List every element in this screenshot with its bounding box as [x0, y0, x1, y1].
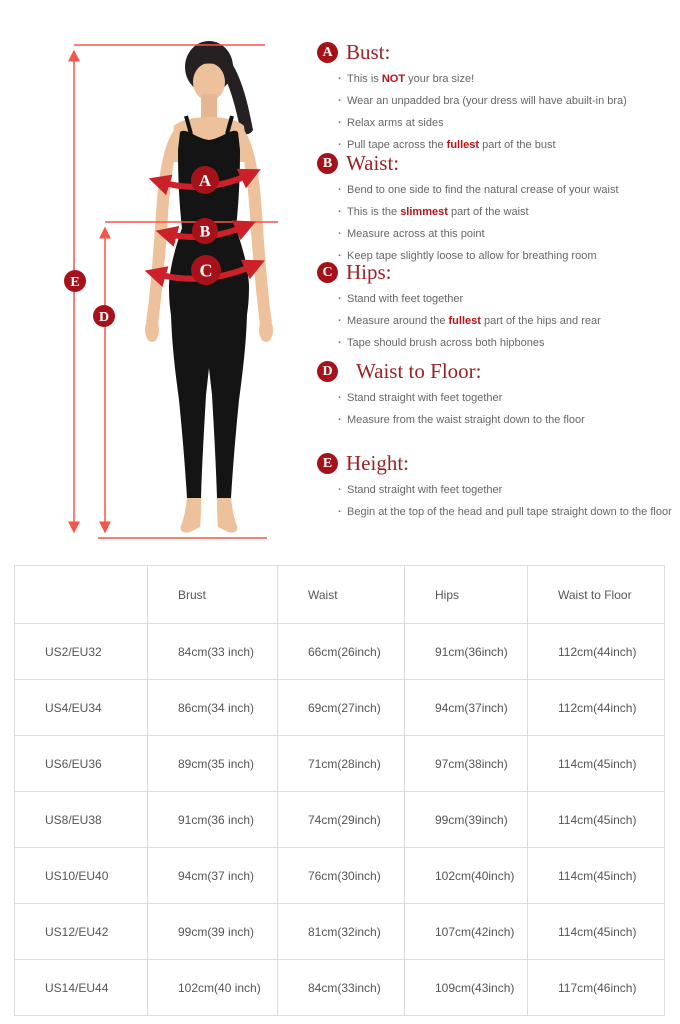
measurement-cell: 114cm(45inch)	[528, 792, 665, 848]
measurement-instructions	[317, 0, 679, 560]
marker-badge-B: B	[317, 153, 338, 174]
measurement-cell: 114cm(45inch)	[528, 904, 665, 960]
section-D	[317, 359, 679, 431]
marker-B	[192, 218, 218, 244]
size-table-body	[15, 624, 665, 1016]
column-header: Brust	[148, 566, 278, 624]
bullet-item: · Tape should brush across both hipbones	[338, 332, 679, 354]
measurement-cell: 91cm(36inch)	[405, 624, 528, 680]
size-table-head	[15, 566, 665, 624]
bullet-item: · Relax arms at sides	[338, 112, 679, 134]
measurement-cell: 99cm(39inch)	[405, 792, 528, 848]
measurement-cell: 102cm(40 inch)	[148, 960, 278, 1016]
measurement-cell: 94cm(37inch)	[405, 680, 528, 736]
marker-badge-E: E	[317, 453, 338, 474]
section-heading	[317, 451, 679, 475]
section-bullets	[338, 288, 679, 354]
bullet-item: · This is the slimmest part of the waist	[338, 201, 679, 223]
size-cell: US6/EU36	[15, 736, 148, 792]
model-right-foot	[217, 498, 237, 533]
measurement-cell: 102cm(40inch)	[405, 848, 528, 904]
section-title: Bust:	[346, 39, 391, 64]
marker-C-label: C	[199, 260, 213, 281]
section-bullets	[338, 68, 679, 156]
model-photo	[145, 41, 273, 533]
table-row	[15, 624, 665, 680]
measurement-diagram	[0, 0, 320, 560]
marker-A-label: A	[198, 170, 212, 190]
size-chart-table	[14, 565, 665, 1016]
header-row	[15, 566, 665, 624]
bullet-item: · Keep tape slightly loose to allow for breathing room	[338, 245, 679, 267]
table-row	[15, 848, 665, 904]
bullet-item: · Wear an unpadded bra (your dress will have abuilt-in bra)	[338, 90, 679, 112]
bullet-item: · Measure around the fullest part of the hips and rear	[338, 310, 679, 332]
marker-E	[64, 270, 86, 292]
table-row	[15, 736, 665, 792]
section-bullets	[338, 179, 679, 267]
section-heading	[317, 359, 679, 383]
section-C	[317, 260, 679, 354]
measurement-cell: 71cm(28inch)	[278, 736, 405, 792]
measurement-cell: 97cm(38inch)	[405, 736, 528, 792]
size-cell: US2/EU32	[15, 624, 148, 680]
table-row	[15, 792, 665, 848]
bullet-item: · Stand straight with feet together	[338, 387, 679, 409]
measurement-cell: 94cm(37 inch)	[148, 848, 278, 904]
marker-D	[93, 305, 115, 327]
marker-badge-D: D	[317, 361, 338, 382]
measurement-cell: 84cm(33 inch)	[148, 624, 278, 680]
measurement-cell: 89cm(35 inch)	[148, 736, 278, 792]
measurement-cell: 66cm(26inch)	[278, 624, 405, 680]
marker-D-label: D	[98, 309, 110, 325]
section-title: Waist to Floor:	[356, 358, 482, 383]
section-title: Waist:	[346, 150, 400, 175]
section-E	[317, 451, 679, 523]
size-cell: US12/EU42	[15, 904, 148, 960]
measurement-cell: 117cm(46inch)	[528, 960, 665, 1016]
model-left-foot	[181, 498, 201, 533]
column-header: Waist	[278, 566, 405, 624]
measurement-cell: 112cm(44inch)	[528, 624, 665, 680]
model-leggings	[171, 315, 247, 498]
marker-E-label: E	[70, 274, 80, 290]
bullet-item: · Pull tape across the fullest part of the bust	[338, 134, 679, 156]
measurement-cell: 112cm(44inch)	[528, 680, 665, 736]
measurement-cell: 114cm(45inch)	[528, 848, 665, 904]
model-right-hand	[259, 318, 273, 342]
marker-badge-C: C	[317, 262, 338, 283]
table-row	[15, 904, 665, 960]
section-title: Height:	[346, 450, 409, 475]
marker-badge-A: A	[317, 42, 338, 63]
bullet-item: · Stand with feet together	[338, 288, 679, 310]
measurement-cell: 91cm(36 inch)	[148, 792, 278, 848]
section-B	[317, 151, 679, 267]
column-header: Waist to Floor	[528, 566, 665, 624]
size-cell: US4/EU34	[15, 680, 148, 736]
bullet-item: · Measure across at this point	[338, 223, 679, 245]
measurement-cell: 109cm(43inch)	[405, 960, 528, 1016]
bullet-item: · This is NOT your bra size!	[338, 68, 679, 90]
measurement-cell: 74cm(29inch)	[278, 792, 405, 848]
table-row	[15, 960, 665, 1016]
section-bullets	[338, 479, 679, 523]
column-header: Hips	[405, 566, 528, 624]
measurement-cell: 69cm(27inch)	[278, 680, 405, 736]
measurement-cell: 84cm(33inch)	[278, 960, 405, 1016]
bullet-item: · Begin at the top of the head and pull tape straight down to the floor	[338, 501, 679, 523]
size-cell: US8/EU38	[15, 792, 148, 848]
section-bullets	[338, 387, 679, 431]
section-heading	[317, 40, 679, 64]
table-row	[15, 680, 665, 736]
model-neck	[201, 94, 217, 120]
column-header	[15, 566, 148, 624]
marker-C	[191, 255, 221, 285]
section-A	[317, 40, 679, 156]
size-cell: US10/EU40	[15, 848, 148, 904]
measurement-cell: 107cm(42inch)	[405, 904, 528, 960]
measurement-cell: 114cm(45inch)	[528, 736, 665, 792]
measurement-cell: 76cm(30inch)	[278, 848, 405, 904]
bullet-item: · Bend to one side to find the natural crease of your waist	[338, 179, 679, 201]
measurement-cell: 81cm(32inch)	[278, 904, 405, 960]
measurement-cell: 86cm(34 inch)	[148, 680, 278, 736]
marker-B-label: B	[199, 223, 211, 241]
section-heading	[317, 151, 679, 175]
measurement-cell: 99cm(39 inch)	[148, 904, 278, 960]
section-heading	[317, 260, 679, 284]
marker-A	[191, 166, 219, 194]
model-left-hand	[145, 318, 159, 342]
size-cell: US14/EU44	[15, 960, 148, 1016]
section-title: Hips:	[346, 259, 392, 284]
bullet-item: · Stand straight with feet together	[338, 479, 679, 501]
bullet-item: · Measure from the waist straight down to the floor	[338, 409, 679, 431]
